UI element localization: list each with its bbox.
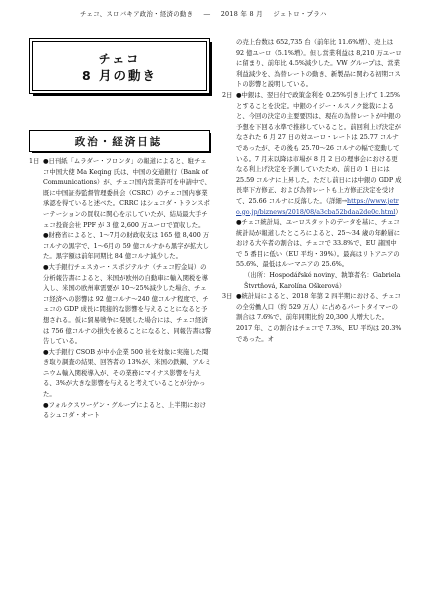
news-item: ●大手銀行 CSOB が中小企業 500 社を対象に実施した聞き取り調査の結果、回答者の 13%が、米国の鉄鋼、アルミニウム輸入関税導入が、その業務にマイナス影響を与える、3%が大きな影響を与えると考えていることが分かった。 <box>43 348 212 399</box>
news-item <box>236 91 402 218</box>
entry-date: 1日 <box>29 158 40 165</box>
diary-entry <box>29 157 212 422</box>
source-note: （出所：Hospodářské noviny、執筆者名：Gabriela Štvrtňová, Karolína Oškerová） <box>244 272 401 290</box>
jetro-biznews-link[interactable]: https://www.jetro.go.jp/biznews/2018/08/a3cba52bdaa2de0c.html <box>236 197 399 216</box>
left-column <box>29 157 212 422</box>
link-close-paren: ） <box>395 208 402 216</box>
header-dash: ― <box>203 10 211 18</box>
news-item: ●財務省によると、1～7月の財政収支は 165 億 8,400 万コルナの黒字で、1～6月の 59 億コルナから黒字が拡大した。黒字額は前年同期比 84 億コルナ減少した。 <box>43 232 210 261</box>
news-item-continued: の売上台数は 652,735 台（前年比 11.6%増）、売上は 92 億ユーロ（5.1%増）。但し営業利益は 8,210 万ユーロに留まり、前年比 4.5%減少した。VW グループは、営業利益減少を、為替レートの動き、新製品に関わる初期コストの影響と説明している。 <box>236 39 402 89</box>
title-line-2: 8 月の動き <box>81 68 158 83</box>
header-title: チェコ、スロバキア政治・経済の動き <box>80 10 194 18</box>
header-org: ジェトロ・プラハ <box>273 10 327 18</box>
news-item: ●大手銀行チェスカー・スポジテルナ（チェコ貯金局）の分析報告書によると、米国が欧州の自動車に輸入関税を導入し、米国の欧州車需要が 10～25%減少した場合、チェコ経済への影響は 92 億コルナ～240 億コルナ程度で、チェコの GDP 成長に間接的な影響を与えることになると予想される。仮に貿易戦争に発展した場合には、チェコ経済は 756 億コルナの損失を被ることになると、同報告書は警告している。 <box>43 263 212 346</box>
diary-entry <box>222 38 402 91</box>
entry-date: 2日 <box>222 91 233 99</box>
title-line-1: チェコ <box>98 52 141 66</box>
diary-entry <box>222 292 402 345</box>
section-heading: 政治・経済日誌 <box>74 136 163 148</box>
right-column <box>222 38 402 345</box>
section-heading-box <box>29 130 210 152</box>
running-header <box>80 9 400 18</box>
header-date: 2018 年 8 月 <box>220 10 263 18</box>
news-item: ●チェコ統計局、ユーロスタットのデータを基に、チェコ統計局が報道したところによると、25～34 歳の年齢層における大卒者の割合は、チェコで 33.8%で、EU 諸国中で 5 番目に低い（EU 平均・39%）。最高はリトアニアの 55.6%、最低はルーマニアの 25.6%。 <box>236 219 401 269</box>
title-box-inner-frame <box>32 41 207 91</box>
title-box <box>29 38 210 94</box>
entry-date: 3日 <box>222 293 233 301</box>
news-item: ●フォルクスワーゲン・グループによると、上半期におけるシュコダ・オート <box>43 401 206 420</box>
diary-entry <box>222 91 402 292</box>
news-item: ●統計局によると、2018 年第 2 四半期における、チェコの全労働人口（約 529 万人）に占めるパートタイマーの割合は 7.6%で、前年同期比約 20,300 人増大した。2017 年、この割合はチェコで 7.3%、EU 平均は 20.3%であった。オ <box>236 293 402 343</box>
news-item-text: ●中銀は、翌日付で政策金利を 0.25%引き上げて 1.25%とすることを決定。中銀のイジー・ルスノク総裁によると、今回の決定の主要要因は、現在の為替レートが中銀の予想を下回る水準で推移していること。前回利上げ決定がなされた 6 月 27 日の対ユーロ・レートは 25.77 コルナであったが、その後も 25.70～26 コルナの幅で変動している。7 月末以降は市場が 8 月 2 日の理事会における更なる利上げ決定を予測していたため、前日の 1 日には 25.59 コルナに上昇した。ただし前日には中銀の GDP 成長率下方修正、および為替レートも上方修正決定を受けて、25.66 コルナに反落した。（詳細→ <box>236 91 402 205</box>
news-item: ●日刊紙「ムラダー・フロンタ」の報道によると、駐チェコ中国大使 Ma Keqing 氏は、中国の交通銀行（Bank of Communications）が、チェコ国内営業許可を申請中で、既に中国証券監督管理委員会（CSRC）のチェコ国内事業承認を得ていると述べた。CRRC はシュコダ・トランスポーテーションの買収に関心を示していたが、結局最大手チェコ投資会社 PPF が 3 億 2,600 万ユーロで買収した。 <box>43 158 211 229</box>
